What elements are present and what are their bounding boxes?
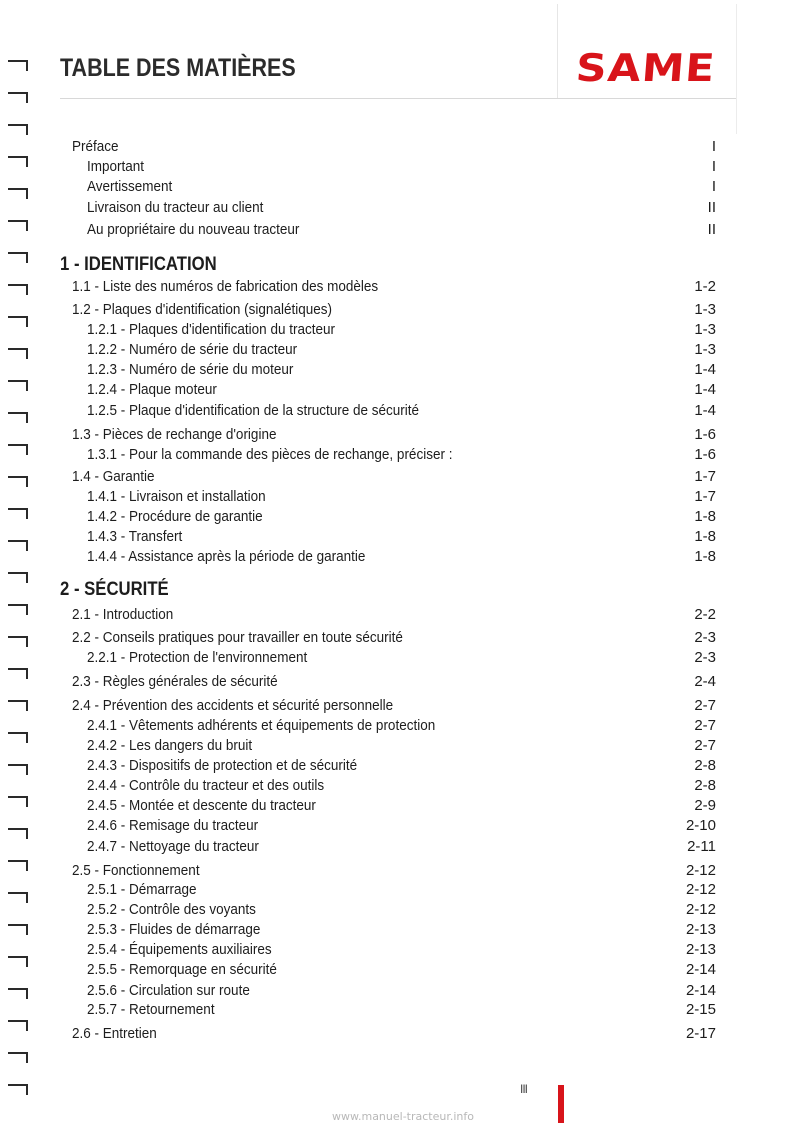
toc-entry: 2.5.4 - Équipements auxiliaires <box>87 941 272 958</box>
toc-page-number: 2-12 <box>685 901 716 918</box>
toc-entry: 2.2.1 - Protection de l'environnement <box>87 649 308 666</box>
toc-page-number: 1-3 <box>694 301 716 318</box>
toc-page-number: 2-8 <box>694 777 716 794</box>
toc-page-number: 2-8 <box>694 757 716 774</box>
toc-page-number: 1-8 <box>694 528 716 545</box>
toc-entry: Livraison du tracteur au client <box>87 199 264 216</box>
toc-entry: 1.2.1 - Plaques d'identification du tracteur <box>87 321 335 338</box>
toc-entry: Avertissement <box>87 178 173 195</box>
toc-page-number: 2-7 <box>694 737 716 754</box>
toc-entry: 2.2 - Conseils pratiques pour travailler en toute sécurité <box>72 629 403 646</box>
toc-entry: 1.2.2 - Numéro de série du tracteur <box>87 341 298 358</box>
toc-entry: 1.4.3 - Transfert <box>87 528 183 545</box>
toc-entry: 2.4.5 - Montée et descente du tracteur <box>87 797 316 814</box>
toc-entry: 2.5.7 - Retournement <box>87 1001 215 1018</box>
toc-page-number: 1-4 <box>694 381 716 398</box>
toc-entry: 1.3.1 - Pour la commande des pièces de rechange, préciser : <box>87 446 453 463</box>
toc-entry: 1.4 - Garantie <box>72 468 155 485</box>
toc-entry: 1.3 - Pièces de rechange d'origine <box>72 426 277 443</box>
toc-entry: 1.4.2 - Procédure de garantie <box>87 508 263 525</box>
toc-page-number: II <box>707 199 716 216</box>
toc-page-number: 2-2 <box>694 606 716 623</box>
toc-page-number: 2-10 <box>685 817 716 834</box>
toc-entry: 2.4.6 - Remisage du tracteur <box>87 817 259 834</box>
toc-page-number: 2-13 <box>685 921 716 938</box>
toc-page-number: 2-9 <box>694 797 716 814</box>
toc-page-number: 2-13 <box>685 941 716 958</box>
toc-page-number: 2-17 <box>685 1025 716 1042</box>
toc-entry: 1.1 - Liste des numéros de fabrication des modèles <box>72 278 379 295</box>
toc-entry: 2.5.6 - Circulation sur route <box>87 982 250 999</box>
toc-page-number: 1-3 <box>694 341 716 358</box>
toc-page-number: 1-4 <box>694 361 716 378</box>
toc-entry: 2.5 - Fonctionnement <box>72 862 200 879</box>
same-logo: SAME <box>574 46 718 90</box>
brand-edge-marker <box>558 1085 564 1123</box>
toc-page-number: 2-3 <box>694 629 716 646</box>
toc-page-number: 1-2 <box>694 278 716 295</box>
page-title: TABLE DES MATIÈRES <box>60 54 296 82</box>
toc-entry: 1.2.4 - Plaque moteur <box>87 381 217 398</box>
page-number: III <box>520 1082 528 1096</box>
toc-entry: 1.4.1 - Livraison et installation <box>87 488 266 505</box>
toc-page-number: 1-7 <box>694 488 716 505</box>
toc-page-number: 1-6 <box>694 426 716 443</box>
chapter-heading: 1 - IDENTIFICATION <box>60 254 217 275</box>
toc-entry: 2.3 - Règles générales de sécurité <box>72 673 278 690</box>
toc-entry: Préface <box>72 138 119 155</box>
toc-page-number: 2-7 <box>694 697 716 714</box>
toc-entry: 2.5.3 - Fluides de démarrage <box>87 921 261 938</box>
toc-entry: 2.4.2 - Les dangers du bruit <box>87 737 253 754</box>
toc-page-number: 1-8 <box>694 548 716 565</box>
toc-page-number: 2-14 <box>685 961 716 978</box>
toc-entry: 2.4.4 - Contrôle du tracteur et des outils <box>87 777 325 794</box>
toc-page-number: 2-15 <box>685 1001 716 1018</box>
toc-entry: 2.5.2 - Contrôle des voyants <box>87 901 256 918</box>
toc-page-number: II <box>707 221 716 238</box>
watermark: www.manuel-tracteur.info <box>332 1110 474 1123</box>
chapter-heading: 2 - SÉCURITÉ <box>60 579 169 600</box>
toc-page-number: 1-3 <box>694 321 716 338</box>
toc-entry: Au propriétaire du nouveau tracteur <box>87 221 300 238</box>
toc-page-number: I <box>711 158 716 175</box>
toc-page-number: 2-7 <box>694 717 716 734</box>
toc-page-number: 2-4 <box>694 673 716 690</box>
toc-entry: 2.4.7 - Nettoyage du tracteur <box>87 838 259 855</box>
toc-entry: 1.4.4 - Assistance après la période de garantie <box>87 548 366 565</box>
toc-entry: 2.6 - Entretien <box>72 1025 157 1042</box>
toc-entry: Important <box>87 158 145 175</box>
toc-entry: 1.2.3 - Numéro de série du moteur <box>87 361 294 378</box>
toc-page-number: I <box>711 138 716 155</box>
toc-page-number: 2-12 <box>685 881 716 898</box>
toc-page-number: I <box>711 178 716 195</box>
toc-page-number: 1-8 <box>694 508 716 525</box>
toc-entry: 2.4.1 - Vêtements adhérents et équipements de protection <box>87 717 436 734</box>
toc-page-number: 1-4 <box>694 402 716 419</box>
toc-page-number: 2-11 <box>687 838 716 855</box>
toc-page-number: 1-7 <box>694 468 716 485</box>
toc-entry: 2.1 - Introduction <box>72 606 174 623</box>
toc-page-number: 2-3 <box>694 649 716 666</box>
toc-entry: 2.5.1 - Démarrage <box>87 881 197 898</box>
toc-entry: 2.4 - Prévention des accidents et sécurité personnelle <box>72 697 394 714</box>
toc-entry: 2.4.3 - Dispositifs de protection et de sécurité <box>87 757 358 774</box>
toc-page-number: 2-14 <box>685 982 716 999</box>
toc-entry: 1.2 - Plaques d'identification (signalétiques) <box>72 301 332 318</box>
toc-page-number: 2-12 <box>685 862 716 879</box>
toc-page-number: 1-6 <box>694 446 716 463</box>
toc-entry: 1.2.5 - Plaque d'identification de la structure de sécurité <box>87 402 420 419</box>
binding-hole <box>8 1084 30 1096</box>
toc-entry: 2.5.5 - Remorquage en sécurité <box>87 961 277 978</box>
